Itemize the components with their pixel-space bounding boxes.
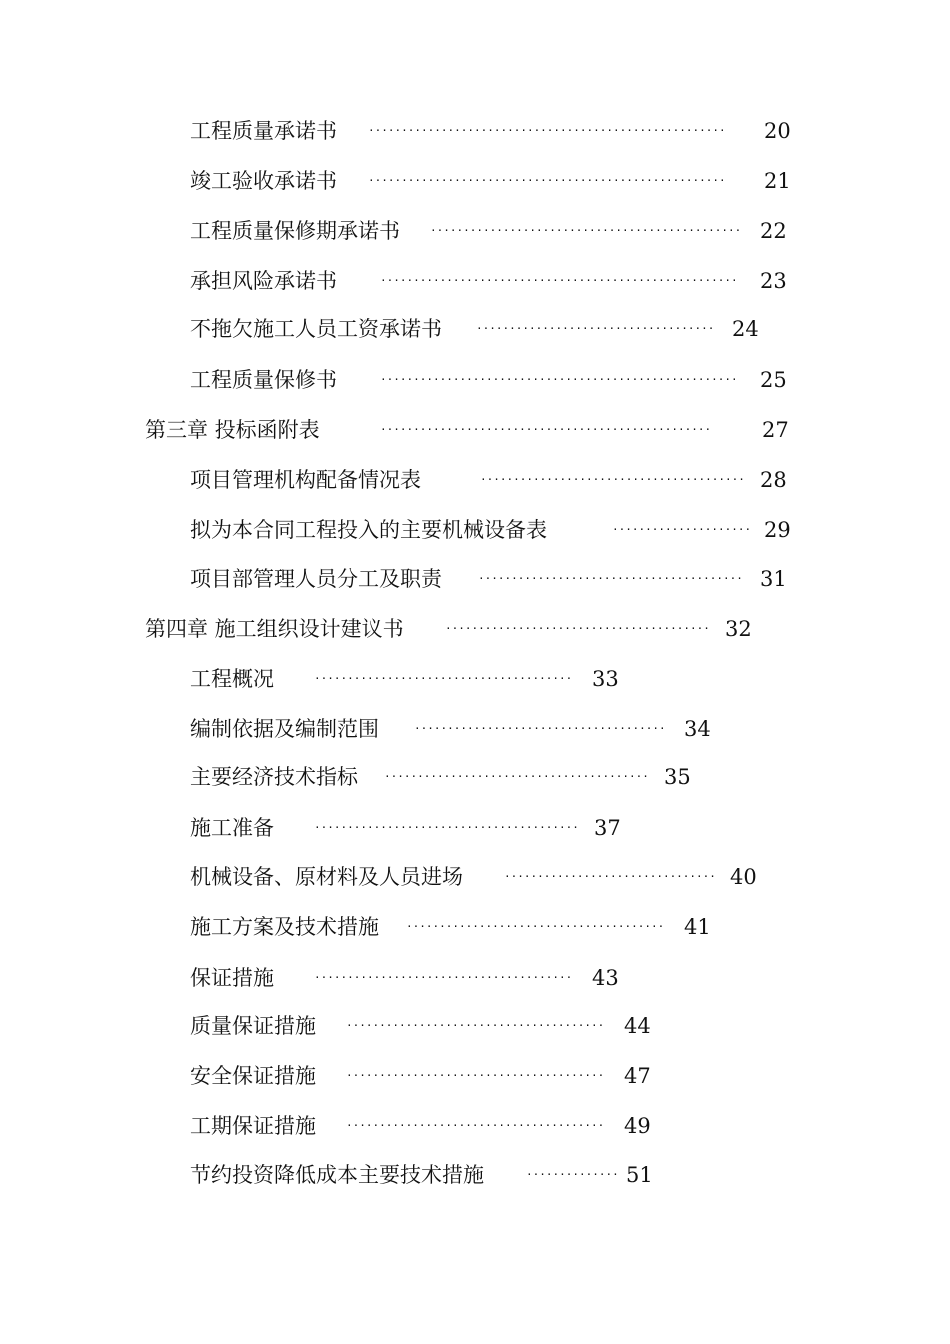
toc-entry-title: 工程质量保修期承诺书 xyxy=(190,219,400,243)
toc-entry[interactable] xyxy=(190,761,691,793)
toc-entry-title: 拟为本合同工程投入的主要机械设备表 xyxy=(190,518,547,542)
toc-entry-title: 施工方案及技术措施 xyxy=(190,915,379,939)
toc-entry[interactable] xyxy=(190,514,791,546)
toc-dot-leader: ········································ xyxy=(384,770,649,783)
toc-entry[interactable] xyxy=(190,464,787,496)
toc-entry-page: 27 xyxy=(762,418,789,442)
toc-dot-leader: ······································· xyxy=(346,1019,605,1032)
toc-dot-leader: ······································· xyxy=(314,672,573,685)
toc-entry[interactable] xyxy=(190,663,619,695)
toc-entry-title: 施工准备 xyxy=(190,816,274,840)
toc-entry[interactable] xyxy=(190,165,791,197)
toc-entry[interactable] xyxy=(190,115,791,147)
toc-entry[interactable] xyxy=(190,265,787,297)
toc-entry-title: 节约投资降低成本主要技术措施 xyxy=(190,1163,484,1187)
toc-entry-title: 第四章 施工组织设计建议书 xyxy=(145,617,404,641)
toc-dot-leader: ·············· xyxy=(526,1168,619,1181)
toc-entry-page: 20 xyxy=(764,119,791,143)
toc-entry-title: 保证措施 xyxy=(190,966,274,990)
toc-entry[interactable] xyxy=(190,812,621,844)
toc-dot-leader: ··············································· xyxy=(430,224,742,237)
toc-entry-title: 工程概况 xyxy=(190,667,274,691)
toc-chapter-entry[interactable] xyxy=(145,613,752,645)
toc-entry-title: 承担风险承诺书 xyxy=(190,269,337,293)
toc-dot-leader: ······································ xyxy=(414,722,666,735)
toc-entry[interactable] xyxy=(190,1060,651,1092)
toc-entry[interactable] xyxy=(190,1010,651,1042)
toc-entry-page: 37 xyxy=(594,816,621,840)
toc-entry-page: 41 xyxy=(684,915,711,939)
toc-entry-title: 机械设备、原材料及人员进场 xyxy=(190,865,463,889)
toc-entry-page: 31 xyxy=(760,567,787,591)
toc-entry-title: 质量保证措施 xyxy=(190,1014,316,1038)
toc-entry-title: 安全保证措施 xyxy=(190,1064,316,1088)
toc-entry[interactable] xyxy=(190,313,759,345)
toc-entry-title: 工程质量保修书 xyxy=(190,368,337,392)
toc-entry-title: 第三章 投标函附表 xyxy=(145,418,320,442)
toc-entry[interactable] xyxy=(190,962,619,994)
toc-entry-title: 竣工验收承诺书 xyxy=(190,169,337,193)
toc-dot-leader: ······················································ xyxy=(368,174,726,187)
toc-entry[interactable] xyxy=(190,364,787,396)
toc-entry-page: 47 xyxy=(624,1064,651,1088)
toc-dot-leader: ······················································ xyxy=(380,373,738,386)
toc-entry-page: 25 xyxy=(760,368,787,392)
toc-entry[interactable] xyxy=(190,861,757,893)
toc-entry-page: 28 xyxy=(760,468,787,492)
toc-entry-title: 主要经济技术指标 xyxy=(190,765,358,789)
toc-entry-page: 23 xyxy=(760,269,787,293)
toc-dot-leader: ······················································ xyxy=(368,124,726,137)
toc-entry-page: 33 xyxy=(592,667,619,691)
toc-dot-leader: ······································· xyxy=(314,971,573,984)
toc-dot-leader: ········································ xyxy=(314,821,579,834)
toc-entry-page: 34 xyxy=(684,717,711,741)
toc-dot-leader: ········································ xyxy=(480,473,745,486)
toc-entry-page: 22 xyxy=(760,219,787,243)
toc-entry-title: 编制依据及编制范围 xyxy=(190,717,379,741)
toc-chapter-entry[interactable] xyxy=(145,414,789,446)
toc-dot-leader: ······················································ xyxy=(380,274,738,287)
toc-entry[interactable] xyxy=(190,563,787,595)
toc-entry-page: 49 xyxy=(624,1114,651,1138)
toc-dot-leader: ······································· xyxy=(346,1069,605,1082)
toc-entry-page: 35 xyxy=(664,765,691,789)
toc-entry[interactable] xyxy=(190,713,711,745)
toc-entry[interactable] xyxy=(190,1159,653,1191)
toc-entry-page: 21 xyxy=(764,169,791,193)
toc-entry-page: 24 xyxy=(732,317,759,341)
toc-entry[interactable] xyxy=(190,215,787,247)
toc-entry-title: 项目管理机构配备情况表 xyxy=(190,468,421,492)
toc-entry-title: 项目部管理人员分工及职责 xyxy=(190,567,442,591)
toc-entry-title: 工期保证措施 xyxy=(190,1114,316,1138)
toc-dot-leader: ····················· xyxy=(612,523,752,536)
toc-entry-page: 43 xyxy=(592,966,619,990)
toc-dot-leader: ································ xyxy=(504,870,716,883)
toc-dot-leader: ········································ xyxy=(478,572,743,585)
toc-dot-leader: ·················································· xyxy=(380,423,712,436)
toc-entry-title: 不拖欠施工人员工资承诺书 xyxy=(190,317,442,341)
toc-entry-page: 29 xyxy=(764,518,791,542)
toc-entry[interactable] xyxy=(190,1110,651,1142)
toc-dot-leader: ········································ xyxy=(445,622,710,635)
toc-dot-leader: ······································· xyxy=(346,1119,605,1132)
toc-entry-page: 44 xyxy=(624,1014,651,1038)
toc-entry[interactable] xyxy=(190,911,711,943)
toc-entry-page: 51 xyxy=(626,1163,653,1187)
toc-dot-leader: ···································· xyxy=(476,322,715,335)
toc-entry-page: 32 xyxy=(725,617,752,641)
toc-entry-page: 40 xyxy=(730,865,757,889)
toc-entry-title: 工程质量承诺书 xyxy=(190,119,337,143)
toc-dot-leader: ······································· xyxy=(406,920,665,933)
